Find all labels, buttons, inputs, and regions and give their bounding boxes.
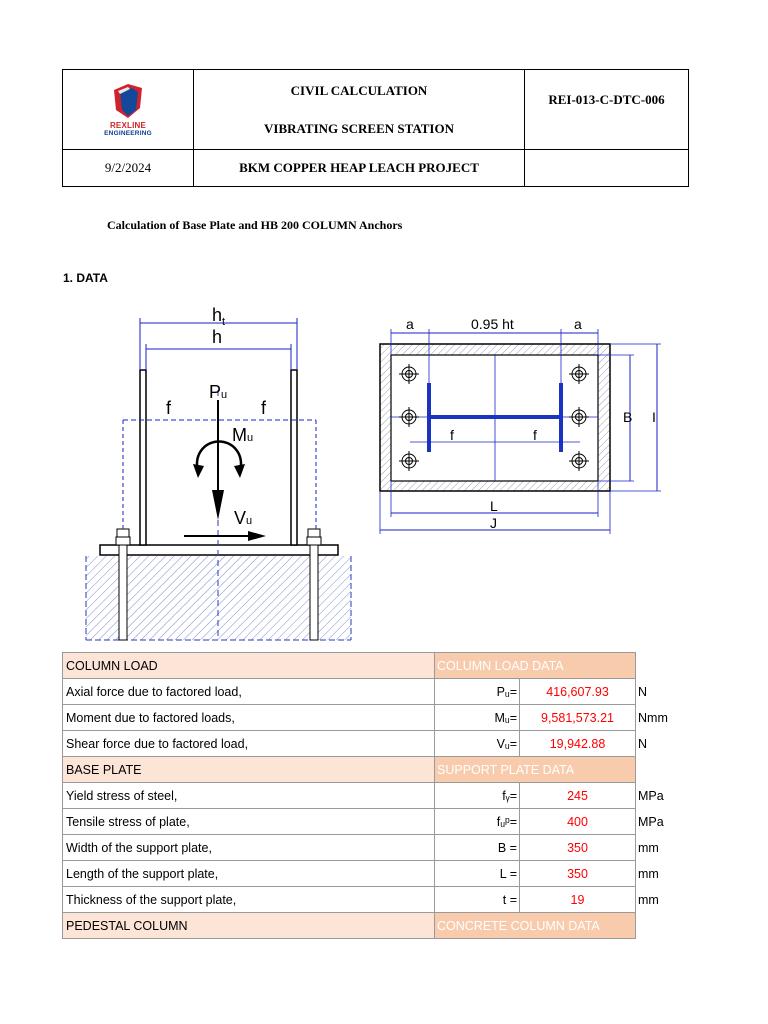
label-plan-f-right: f — [533, 427, 537, 443]
section-header-column-load: COLUMN LOAD DATA — [435, 653, 636, 679]
table-row — [63, 861, 688, 887]
table-row — [63, 705, 688, 731]
section-title-column-load: COLUMN LOAD — [63, 653, 435, 679]
row-symbol: Mᵤ= — [435, 705, 520, 731]
section-row-base-plate — [63, 757, 688, 783]
row-value[interactable]: 19 — [520, 887, 636, 913]
doc-subject: VIBRATING SCREEN STATION — [264, 120, 454, 136]
label-i: I — [652, 409, 656, 425]
label-f-right: f — [261, 398, 267, 418]
label-pu: Pu — [209, 382, 228, 402]
label-plan-f-left: f — [450, 427, 454, 443]
project-name: BKM COPPER HEAP LEACH PROJECT — [194, 150, 525, 187]
logo-line1: REXLINE — [109, 121, 147, 130]
row-value[interactable]: 350 — [520, 861, 636, 887]
row-label: Yield stress of steel, — [63, 783, 435, 809]
section-header-pedestal-column: CONCRETE COLUMN DATA — [435, 913, 636, 939]
row-unit: MPa — [638, 814, 664, 829]
row-label: Axial force due to factored load, — [63, 679, 435, 705]
section-row-column-load — [63, 653, 688, 679]
doc-category: CIVIL CALCULATION — [290, 82, 428, 98]
row-value[interactable]: 245 — [520, 783, 636, 809]
row-unit: N — [638, 736, 648, 751]
column-flange-left — [140, 370, 146, 545]
table-row — [63, 809, 688, 835]
row-symbol: L = — [435, 861, 520, 887]
table-row — [63, 679, 688, 705]
empty-cell — [636, 653, 688, 679]
row-symbol: Pᵤ= — [435, 679, 520, 705]
row-label: Tensile stress of plate, — [63, 809, 435, 835]
logo-line2: ENGINEERING — [104, 130, 152, 137]
row-symbol: fᵧ= — [435, 783, 520, 809]
row-unit: mm — [638, 892, 659, 907]
label-a-right: a — [574, 316, 582, 332]
row-label: Thickness of the support plate, — [63, 887, 435, 913]
label-a-left: a — [406, 316, 414, 332]
doc-number: REI-013-C-DTC-006 — [525, 70, 689, 150]
label-j: J — [490, 515, 497, 531]
label-mu: Mu — [232, 425, 254, 445]
table-row — [63, 783, 688, 809]
empty-cell — [636, 757, 688, 783]
label-ht: $h_t$ — [212, 305, 226, 328]
column-flange-right — [291, 370, 297, 545]
row-symbol: fᵤᵖ= — [435, 809, 520, 835]
label-vu: Vu — [234, 508, 253, 528]
base-plate-elevation — [100, 545, 338, 555]
label-095ht: 0.95 ht — [471, 316, 514, 332]
row-symbol: Vᵤ= — [435, 731, 520, 757]
row-label: Moment due to factored loads, — [63, 705, 435, 731]
calculation-title: Calculation of Base Plate and HB 200 COLUMN Anchors — [107, 218, 403, 232]
row-unit: mm — [638, 840, 659, 855]
row-unit: N — [638, 684, 648, 699]
row-symbol: B = — [435, 835, 520, 861]
row-label: Width of the support plate, — [63, 835, 435, 861]
row-label: Shear force due to factored load, — [63, 731, 435, 757]
empty-cell — [636, 913, 688, 939]
row-unit: Nmm — [638, 710, 668, 725]
section-row-pedestal-column — [63, 913, 688, 939]
row-symbol: t = — [435, 887, 520, 913]
table-row — [63, 887, 688, 913]
label-b: B — [623, 409, 633, 425]
section-title-base-plate: BASE PLATE — [63, 757, 435, 783]
section-title-pedestal-column: PEDESTAL COLUMN — [63, 913, 435, 939]
row-value[interactable]: 400 — [520, 809, 636, 835]
row-value[interactable]: 19,942.88 — [520, 731, 636, 757]
table-row — [63, 835, 688, 861]
elevation-figure — [86, 305, 351, 640]
table-row — [63, 731, 688, 757]
section-header-base-plate: SUPPORT PLATE DATA — [435, 757, 636, 783]
row-unit: mm — [638, 866, 659, 881]
label-l: L — [490, 498, 498, 514]
section-title: 1. DATA — [63, 271, 108, 285]
label-f-left: f — [166, 398, 172, 418]
plan-figure — [380, 316, 661, 534]
plan-web — [431, 415, 559, 419]
row-unit: MPa — [638, 788, 664, 803]
doc-date: 9/2/2024 — [63, 150, 194, 187]
row-value[interactable]: 350 — [520, 835, 636, 861]
row-value[interactable]: 416,607.93 — [520, 679, 636, 705]
row-label: Length of the support plate, — [63, 861, 435, 887]
input-data-table — [62, 652, 688, 939]
row-value[interactable]: 9,581,573.21 — [520, 705, 636, 731]
label-h: h — [212, 327, 223, 347]
